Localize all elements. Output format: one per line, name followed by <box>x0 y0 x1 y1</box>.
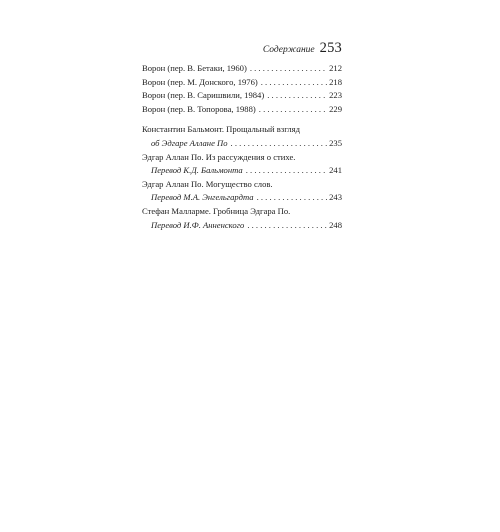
dot-leader <box>259 103 327 117</box>
table-of-contents <box>142 62 342 232</box>
toc-entry-subtitle: об Эдгаре Аллане По <box>151 137 228 148</box>
toc-entry-raven-toporov <box>142 103 342 117</box>
toc-entry-title: Стефан Малларме. Гробница Эдгара По. <box>142 205 291 216</box>
toc-entry-subtitle: Перевод К.Д. Бальмонта <box>151 165 243 176</box>
dot-leader <box>231 137 327 151</box>
toc-entry-page: 212 <box>329 63 342 73</box>
running-head-section: Содержание <box>262 45 315 55</box>
toc-entry-mallarme-tomb <box>142 205 342 232</box>
toc-entry-title: Ворон (пер. В. Топорова, 1988) <box>142 103 256 114</box>
dot-leader <box>257 191 327 205</box>
toc-entry-balmont-farewell <box>142 123 342 150</box>
toc-entry-subline <box>142 137 342 151</box>
toc-entry-page: 223 <box>329 90 342 101</box>
toc-entry-page: 241 <box>329 165 342 176</box>
toc-entry-page: 235 <box>329 137 342 148</box>
toc-entry-subtitle: Перевод И.Ф. Анненского <box>151 219 245 230</box>
toc-entry-title: Эдгар Аллан По. Из рассуждения о стихе. <box>142 151 296 162</box>
toc-entry-title: Константин Бальмонт. Прощальный взгляд <box>142 124 300 135</box>
toc-entry-title: Ворон (пер. М. Донского, 1976) <box>142 76 258 87</box>
toc-entry-subtitle: Перевод М.А. Энгельгардта <box>151 192 254 203</box>
page-number: 253 <box>319 40 342 56</box>
toc-entry-raven-sarishvili <box>142 89 342 103</box>
toc-entry-title: Эдгар Аллан По. Могущество слов. <box>142 178 273 189</box>
dot-leader <box>247 219 327 233</box>
toc-entry-page: 218 <box>329 76 342 87</box>
toc-entry-subline <box>142 164 342 178</box>
dot-leader <box>267 89 327 103</box>
toc-entry-raven-donskoy <box>142 76 342 90</box>
dot-leader <box>246 164 327 178</box>
toc-entry-page: 243 <box>329 192 342 203</box>
toc-entry-poe-verse <box>142 151 342 178</box>
dot-leader <box>261 76 327 90</box>
toc-entry-title: Ворон (пер. В. Бетаки, 1960) <box>142 63 247 73</box>
toc-entry-page: 229 <box>329 103 342 114</box>
toc-entry-subline <box>142 191 342 205</box>
toc-entry-page: 248 <box>329 219 342 230</box>
toc-entry-poe-power-of-words <box>142 178 342 205</box>
toc-entry-subline <box>142 219 342 233</box>
dot-leader <box>250 62 327 76</box>
toc-entry-title: Ворон (пер. В. Саришвили, 1984) <box>142 90 265 101</box>
group-spacer <box>142 116 342 123</box>
toc-entry-raven-betaki <box>142 62 342 76</box>
running-head <box>142 40 342 57</box>
